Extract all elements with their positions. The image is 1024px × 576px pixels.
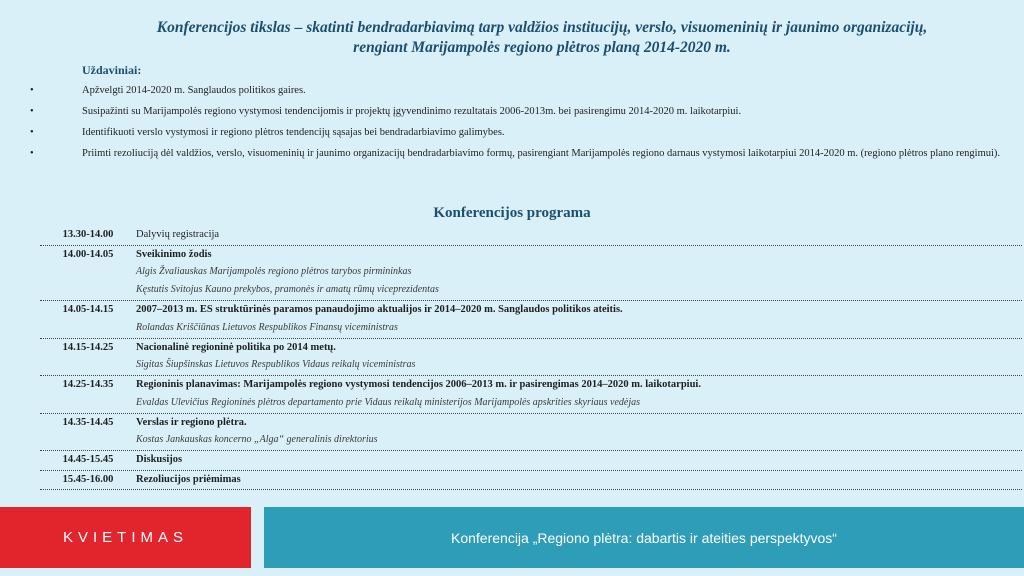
bullet: • <box>30 106 34 117</box>
program-time: 14.05-14.15 <box>62 304 114 315</box>
bullet: • <box>30 148 34 159</box>
program-row <box>40 339 1022 377</box>
task-item <box>30 122 1005 143</box>
goal-line-1: Konferencijos tikslas – skatinti bendradarbiavimą tarp valdžios institucijų, verslo, visuomeninių ir jaunimo organizacijų, <box>156 19 928 36</box>
speaker: Evaldas Ulevičius Regioninės plėtros departamento prie Vidaus reikalų ministerijos Marijampolės apskrities skyriaus vedėjas <box>136 396 641 408</box>
task-item <box>30 101 1005 122</box>
program-row <box>40 376 1022 414</box>
speaker: Sigitas Šiupšinskas Lietuvos Respublikos Vidaus reikalų viceministras <box>136 359 416 370</box>
task-item <box>30 143 1005 164</box>
program-item: Dalyvių registracija <box>136 229 220 240</box>
program-time: 14.25-14.35 <box>62 379 114 390</box>
program-row <box>40 246 1022 302</box>
speaker: Rolandas Kriščiūnas Lietuvos Respublikos Finansų viceministras <box>136 321 398 333</box>
invitation-banner: KVIETIMAS <box>0 507 251 568</box>
program-item: Rezoliucijos priėmimas <box>136 473 241 485</box>
task-item <box>30 80 1005 101</box>
program-item: Verslas ir regiono plėtra. <box>136 416 247 428</box>
program-row <box>40 301 1022 339</box>
program-time: 14.35-14.45 <box>62 416 114 428</box>
task-text: Apžvelgti 2014-2020 m. Sanglaudos politikos gaires. <box>82 85 306 96</box>
tasks-list <box>30 80 1005 164</box>
speaker: Algis Žvaliauskas Marijampolės regiono plėtros tarybos pirmininkas <box>136 266 412 277</box>
program-time: 13.30-14.00 <box>62 229 114 240</box>
program-table <box>40 226 1022 490</box>
program-item: Sveikinimo žodis <box>136 248 212 260</box>
program-item: Regioninis planavimas: Marijampolės regiono vystymosi tendencijos 2006–2013 m. ir pasirengimas 2014–2020 m. laikotarpiui. <box>136 379 701 390</box>
program-time: 15.45-16.00 <box>62 473 114 485</box>
program-time: 14.15-14.25 <box>62 341 114 353</box>
goal-line-2: rengiant Marijampolės regiono plėtros planą 2014-2020 m. <box>353 39 731 56</box>
program-item: Nacionalinė regioninė politika po 2014 metų. <box>136 341 336 353</box>
bullet: • <box>30 85 34 96</box>
program-item: 2007–2013 m. ES struktūrinės paramos panaudojimo aktualijos ir 2014–2020 m. Sanglaudos politikos ateitis. <box>136 304 623 315</box>
speaker: Kostas Jankauskas koncerno „Alga“ generalinis direktorius <box>136 434 378 445</box>
tasks-title: Uždaviniai: <box>82 63 142 77</box>
program-row <box>40 451 1022 471</box>
task-text: Identifikuoti verslo vystymosi ir regiono plėtros tendencijų sąsajas bei bendradarbiavimo galimybes. <box>82 127 505 138</box>
bullet: • <box>30 127 34 138</box>
program-row <box>40 226 1022 246</box>
task-text: Susipažinti su Marijampolės regiono vystymosi tendencijomis ir projektų įgyvendinimo rezultatais 2006-2013m. bei pasirengimu 2014-2020 m. laikotarpiui. <box>82 106 742 117</box>
program-row <box>40 471 1022 491</box>
task-text: Priimti rezoliuciją dėl valdžios, verslo, visuomeninių ir jaunimo organizacijų bendradarbiavimo formų, pasirengiant Marijampolės regiono darnaus vystymosi laikotarpiui 2014-2020 m. (regiono plėtros plano rengimui). <box>82 148 1001 159</box>
program-title: Konferencijos programa <box>433 205 591 221</box>
speaker: Kęstutis Svitojus Kauno prekybos, pramonės ir amatų rūmų viceprezidentas <box>136 284 439 295</box>
program-time: 14.00-14.05 <box>62 248 114 260</box>
program-time: 14.45-15.45 <box>62 454 114 465</box>
program-item: Diskusijos <box>136 454 183 465</box>
conference-goal <box>0 18 1024 58</box>
conference-title-banner: Konferencija „Regiono plėtra: dabartis ir ateities perspektyvos“ <box>264 507 1024 568</box>
program-row <box>40 414 1022 452</box>
